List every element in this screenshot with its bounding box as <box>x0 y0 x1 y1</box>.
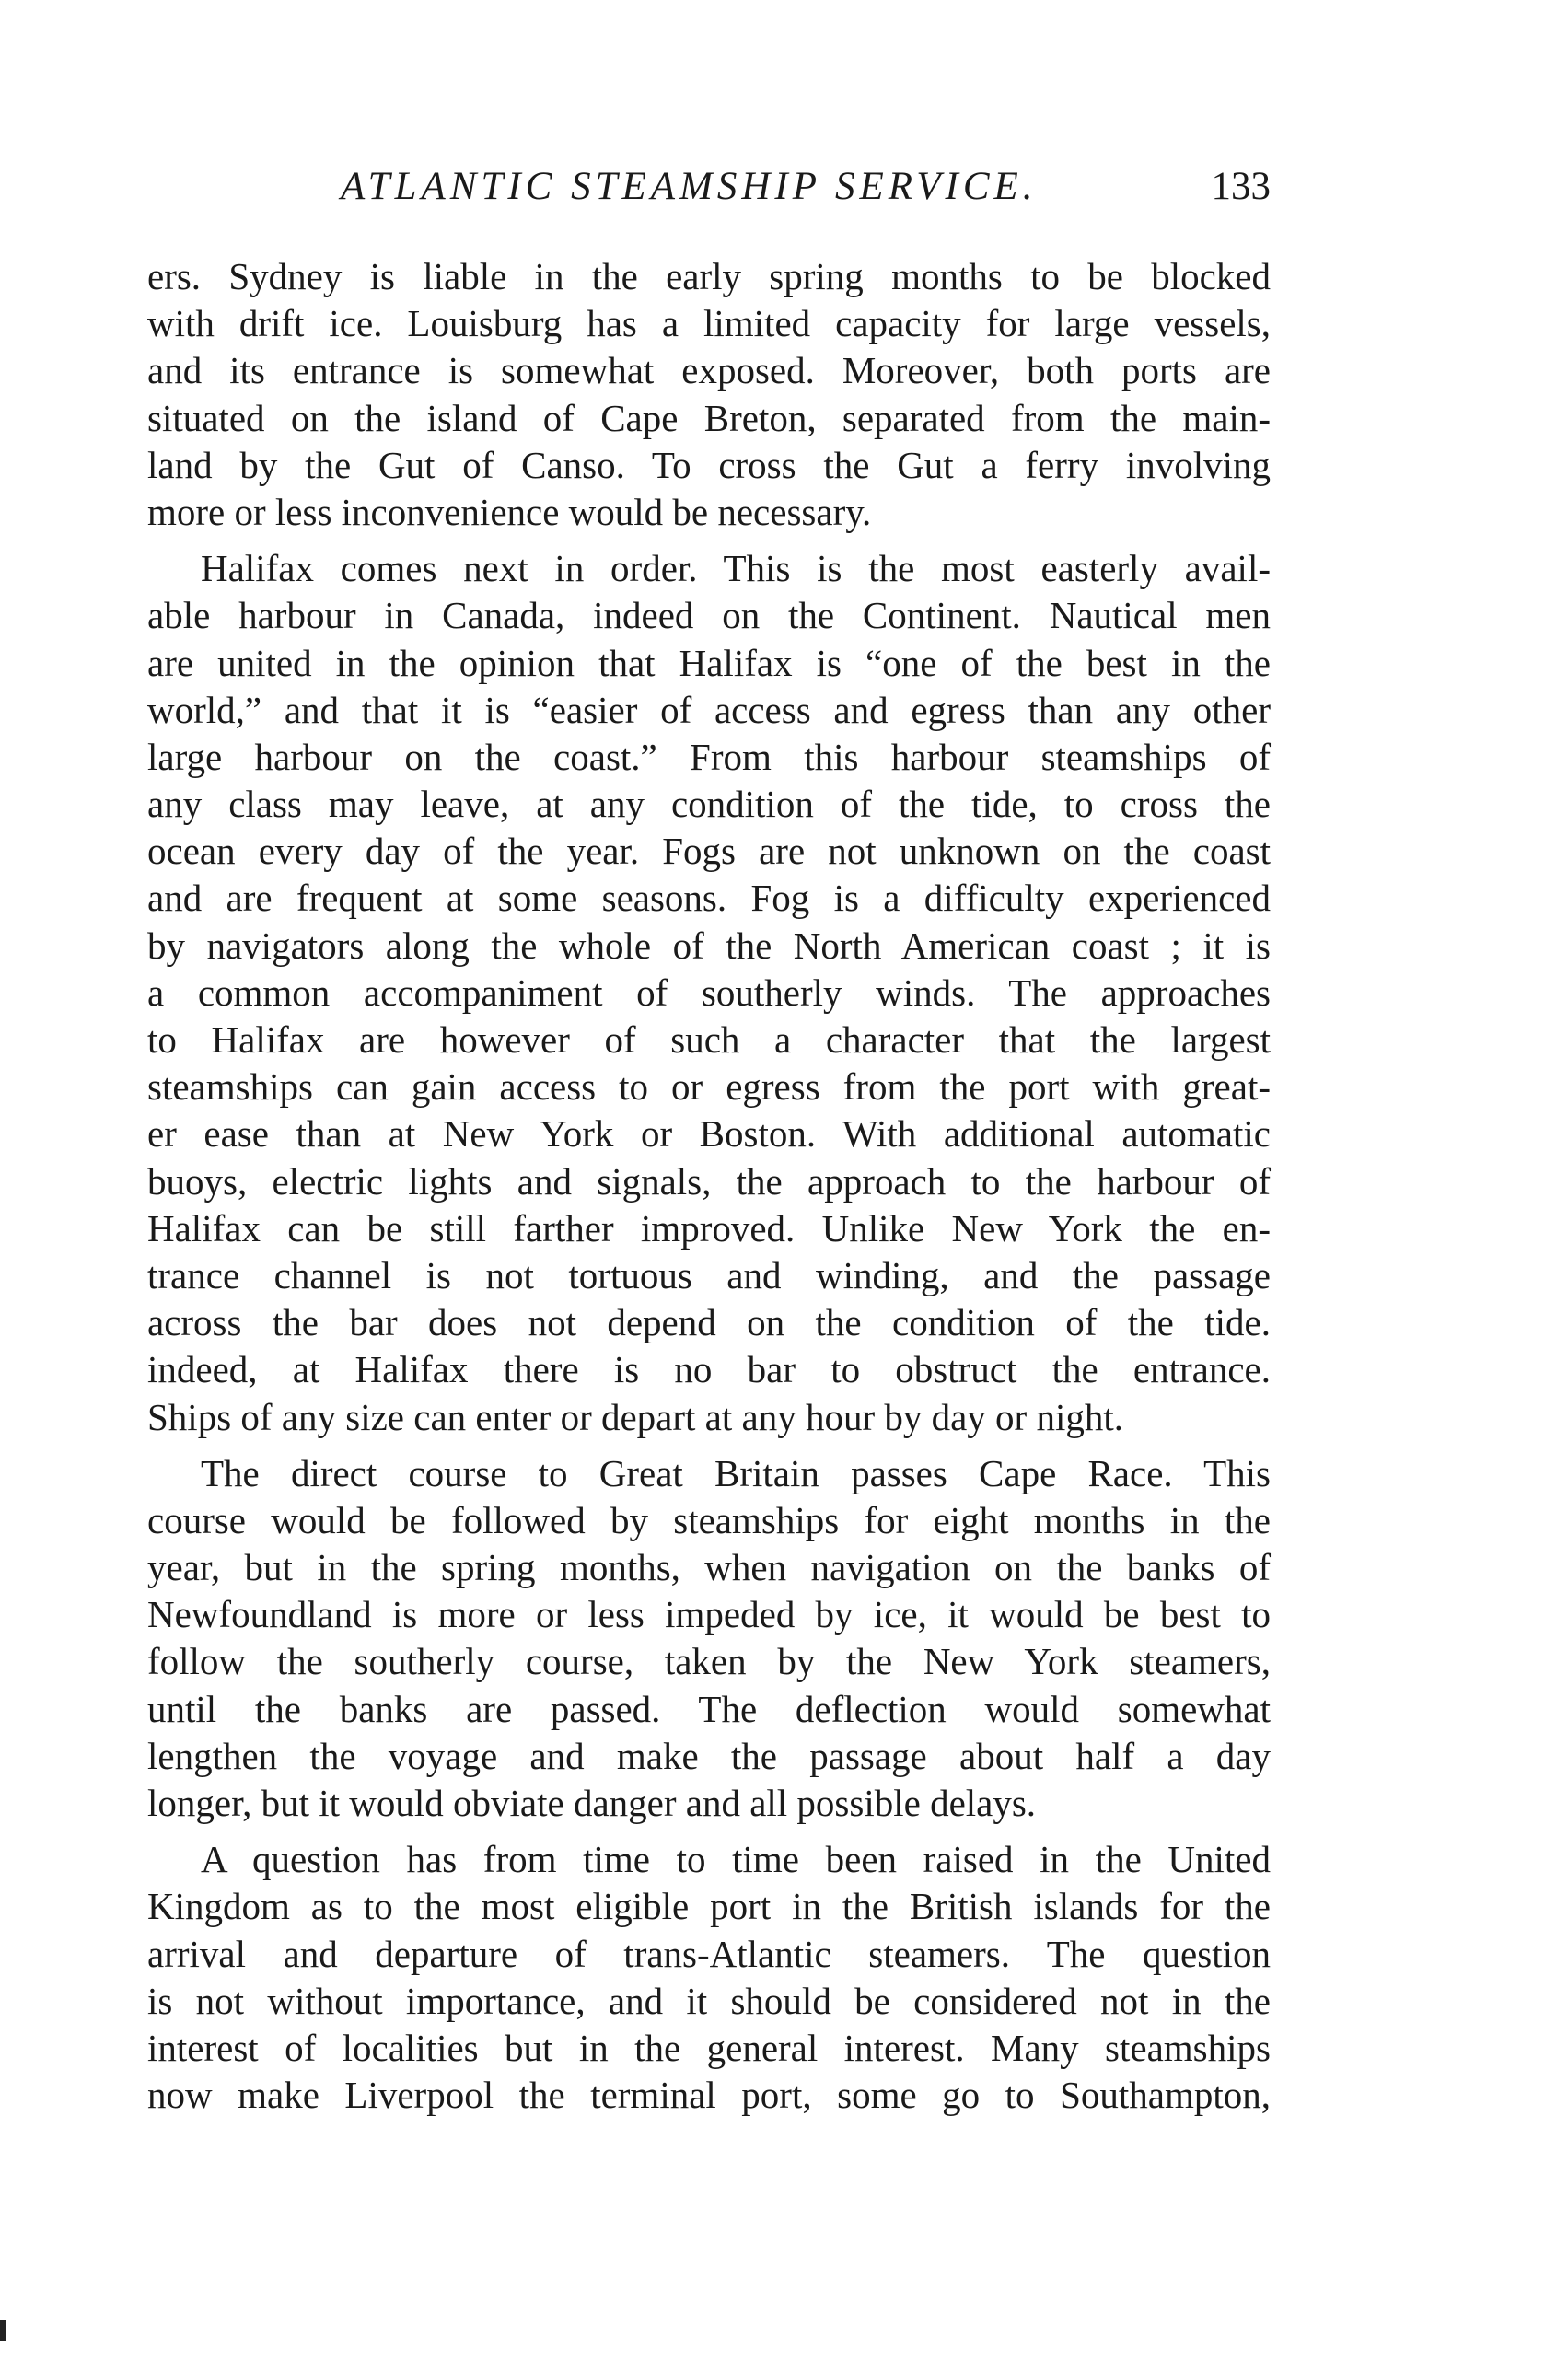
text-line: course would be followed by steamships for eight months in the <box>147 1498 1271 1541</box>
text-line: more or less inconvenience would be necessary. <box>147 490 872 533</box>
text-line: situated on the island of Cape Breton, separated from the main- <box>147 396 1271 439</box>
text-line: steamships can gain access to or egress from the port with great- <box>147 1065 1271 1109</box>
text-line: with drift ice. Louisburg has a limited capacity for large vessels, <box>147 302 1271 345</box>
paragraph <box>147 253 1271 536</box>
text-line: longer, but it would obviate danger and all possible delays. <box>147 1782 1037 1824</box>
text-line: Halifax can be still farther improved. Unlike New York the en- <box>147 1206 1271 1250</box>
text-line: are united in the opinion that Halifax is “one of the best in the <box>147 641 1271 684</box>
text-line: Ships of any size can enter or depart at any hour by day or night. <box>147 1395 1123 1438</box>
text-line: ers. Sydney is liable in the early spring months to be blocked <box>147 255 1271 297</box>
text-line: and are frequent at some seasons. Fog is a difficulty experienced <box>147 877 1271 920</box>
text-line: Kingdom as to the most eligible port in the British islands for the <box>147 1885 1271 1928</box>
text-line: to Halifax are however of such a character that the largest <box>147 1018 1271 1061</box>
text-line: by navigators along the whole of the North American coast ; it is <box>147 924 1271 967</box>
paragraph <box>147 545 1271 1441</box>
text-line: er ease than at New York or Boston. With additional automatic <box>147 1112 1271 1156</box>
paragraph <box>147 1450 1271 1828</box>
paragraph <box>147 1836 1271 2119</box>
body-text <box>147 253 1271 2119</box>
text-line: A question has from time to time been raised in the United <box>201 1838 1271 1881</box>
text-line: trance channel is not tortuous and winding, and the passage <box>147 1253 1271 1296</box>
text-line: until the banks are passed. The deflection would somewhat <box>147 1687 1271 1730</box>
text-line: Newfoundland is more or less impeded by ice, it would be best to <box>147 1593 1271 1636</box>
text-line: interest of localities but in the general interest. Many steamships <box>147 2026 1271 2069</box>
text-line: indeed, at Halifax there is no bar to obstruct the entrance. <box>147 1348 1271 1391</box>
text-line: lengthen the voyage and make the passage about half a day <box>147 1734 1271 1777</box>
text-line: now make Liverpool the terminal port, some go to Southampton, <box>147 2074 1271 2117</box>
text-line: Halifax comes next in order. This is the most easterly avail- <box>201 547 1271 590</box>
text-line: and its entrance is somewhat exposed. Moreover, both ports are <box>147 349 1271 392</box>
text-line: is not without importance, and it should be considered not in the <box>147 1979 1271 2022</box>
text-line: large harbour on the coast.” From this harbour steamships of <box>147 735 1271 778</box>
text-line: land by the Gut of Canso. To cross the Gut a ferry involving <box>147 443 1271 486</box>
paragraph-gap <box>147 1441 1271 1450</box>
scan-edge-mark <box>0 2320 6 2341</box>
text-line: world,” and that it is “easier of access and egress than any other <box>147 688 1271 731</box>
text-line: year, but in the spring months, when navigation on the banks of <box>147 1546 1271 1589</box>
text-line: The direct course to Great Britain passes Cape Race. This <box>201 1451 1271 1494</box>
text-line: ocean every day of the year. Fogs are not unknown on the coast <box>147 830 1271 873</box>
text-line: any class may leave, at any condition of the tide, to cross the <box>147 783 1271 826</box>
text-line: able harbour in Canada, indeed on the Continent. Nautical men <box>147 594 1271 637</box>
paragraph-gap <box>147 536 1271 545</box>
text-line: across the bar does not depend on the condition of the tide. <box>147 1301 1271 1344</box>
text-line: a common accompaniment of southerly winds. The approaches <box>147 971 1271 1014</box>
text-line: buoys, electric lights and signals, the approach to the harbour of <box>147 1159 1271 1203</box>
running-head <box>147 164 1271 219</box>
text-line: follow the southerly course, taken by the New York steamers, <box>147 1640 1271 1683</box>
page-number: 133 <box>1211 165 1271 208</box>
running-title: ATLANTIC STEAMSHIP SERVICE. <box>341 165 1038 208</box>
paragraph-gap <box>147 1827 1271 1836</box>
text-line: arrival and departure of trans-Atlantic steamers. The question <box>147 1932 1271 1975</box>
